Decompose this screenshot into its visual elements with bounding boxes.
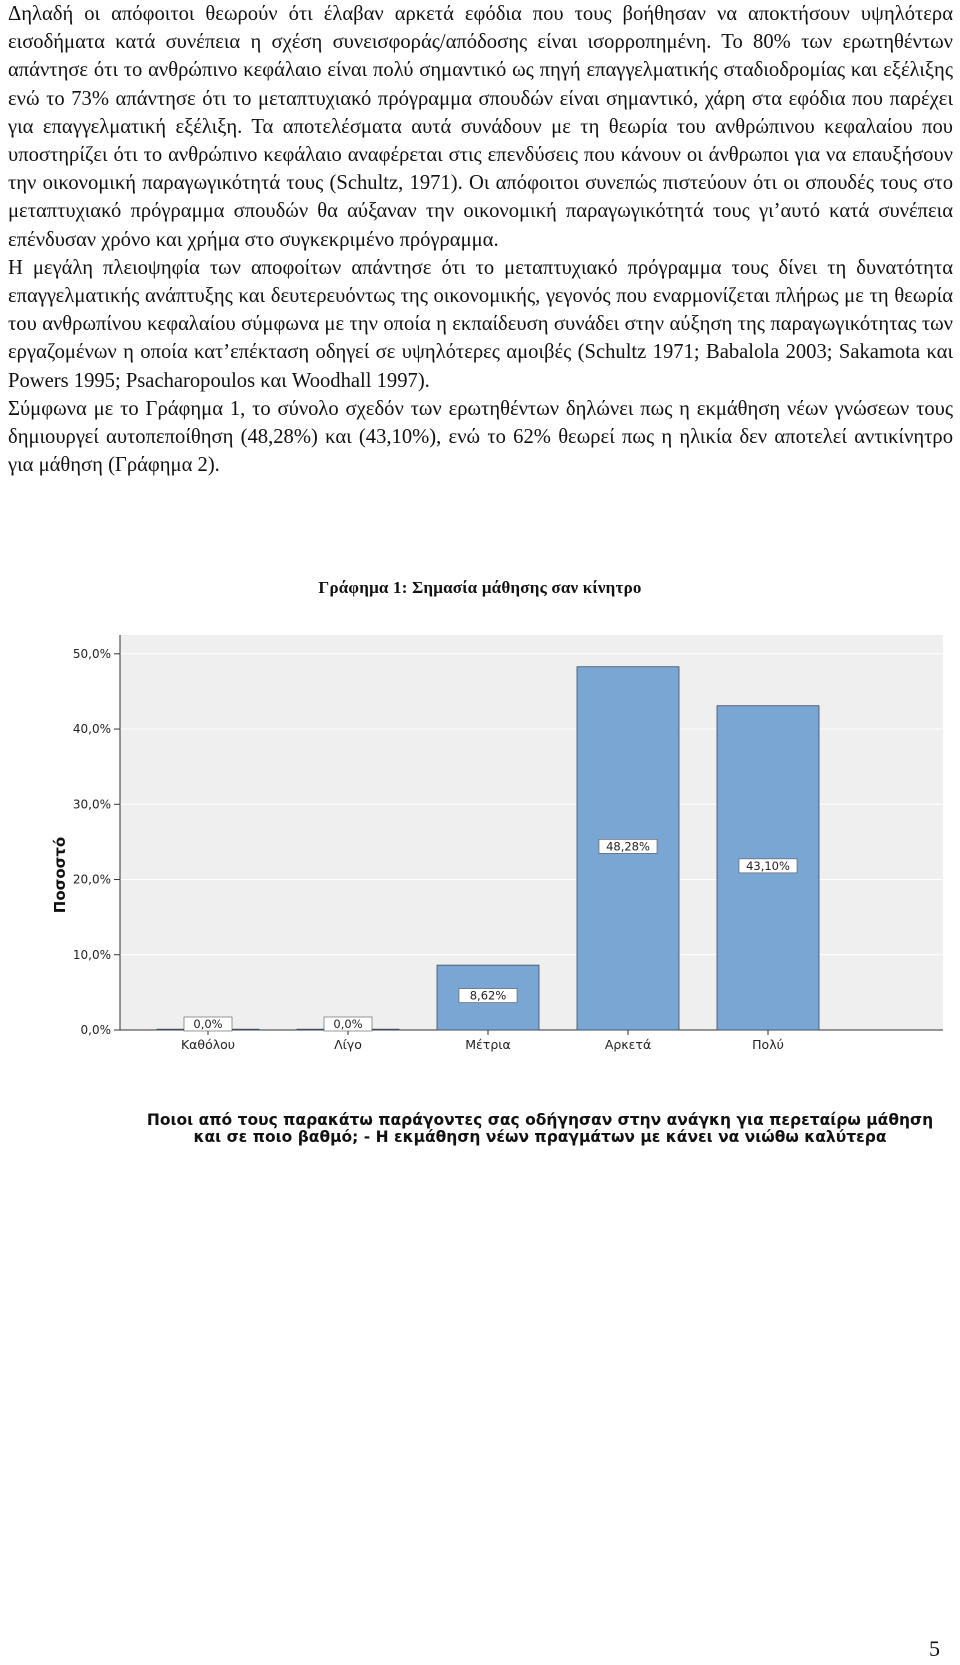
x-axis-title: Ποιοι από τους παρακάτω παράγοντες σας οδήγησαν στην ανάγκη για περεταίρω μάθηση και σε ποιο βαθμό; - Η εκμάθηση νέων πραγμάτων με κάνει να νιώθω καλύτερα	[146, 1111, 934, 1146]
y-tick-label: 0,0%	[80, 1023, 111, 1037]
data-label: 8,62%	[469, 988, 507, 1003]
paragraph-3: Σύμφωνα με το Γράφημα 1, το σύνολο σχεδόν των ερωτηθέντων δηλώνει πως η εκμάθηση νέων γνώσεων τους δημιουργεί αυτοπεποίθηση (48,28%) και (43,10%), ενώ το 62% θεωρεί πως η ηλικία δεν αποτελεί αντικίνητρο για μάθηση (Γράφημα 2).	[8, 397, 953, 477]
y-tick-label: 10,0%	[72, 947, 111, 962]
paragraph-2: Η μεγάλη πλειοψηφία των αποφοίτων απάντησε ότι το μεταπτυχιακό πρόγραμμα τους δίνει τη δυνατότητα επαγγελματικής ανάπτυξης και δευτερευόντως της οικονομικής, γεγονός που εναρμονίζεται πλήρως με τη θεωρία του ανθρωπίνου κεφαλαίου σύμφωνα με την οποία η εκπαίδευση συνάδει στην αύξηση της παραγωγικότητας των εργαζομένων η οποία κατ’επέκταση οδηγεί σε υψηλότερες αμοιβές (Schultz 1971; Babalola 2003; Sakamota και Powers 1995; Psacharopoulos και Woodhall 1997).	[8, 256, 953, 392]
x-tick-label: Πολύ	[752, 1037, 784, 1052]
y-tick-label: 20,0%	[72, 872, 111, 887]
x-tick-label: Μέτρια	[465, 1037, 511, 1052]
bar-chart	[38, 635, 943, 1155]
paragraph-1: Δηλαδή οι απόφοιτοι θεωρούν ότι έλαβαν αρκετά εφόδια που τους βοήθησαν να αποκτήσουν υψηλότερα εισοδήματα κατά συνέπεια η σχέση συνεισφοράς/απόδοσης είναι ισορροπημένη. Το 80% των ερωτηθέντων απάντησε ότι το ανθρώπινο κεφάλαιο είναι πολύ σημαντικό ως πηγή επαγγελματικής σταδιοδρομίας και εξέλιξης ενώ το 73% απάντησε ότι το μεταπτυχιακό πρόγραμμα σπουδών είναι σημαντικό, χάρη στα εφόδια που παρέχει για επαγγελματική εξέλιξη. Τα αποτελέσματα αυτά συνάδουν με τη θεωρία του ανθρώπινου κεφαλαίου που υποστηρίζει ότι το ανθρώπινο κεφάλαιο αναφέρεται στις επενδύσεις που κάνουν οι άνθρωποι για να επαυξήσουν την οικονομική παραγωγικότητά τους (Schultz, 1971). Οι απόφοιτοι συνεπώς πιστεύουν ότι οι σπουδές τους στο μεταπτυχιακό πρόγραμμα σπουδών θα αύξαναν την οικονομική παραγωγικότητά τους γι’αυτό κατά συνέπεια επένδυσαν χρόνο και χρήμα στο συγκεκριμένο πρόγραμμα.	[8, 3, 953, 251]
data-label: 48,28%	[606, 839, 650, 854]
y-axis-title: Ποσοστό	[51, 836, 69, 914]
x-tick-label: Αρκετά	[604, 1037, 652, 1052]
x-tick-label: Λίγο	[334, 1037, 362, 1052]
data-label: 43,10%	[746, 858, 790, 873]
data-label: 0,0%	[333, 1017, 363, 1031]
x-tick-label: Καθόλου	[180, 1037, 236, 1052]
page-number: 5	[929, 1636, 940, 1661]
figure-caption: Γράφημα 1: Σημασία μάθησης σαν κίνητρο	[318, 578, 642, 597]
y-tick-label: 30,0%	[72, 797, 111, 812]
data-label: 0,0%	[193, 1017, 223, 1031]
y-tick-label: 40,0%	[72, 722, 111, 737]
body-text	[8, 0, 953, 479]
y-tick-label: 50,0%	[72, 646, 111, 661]
